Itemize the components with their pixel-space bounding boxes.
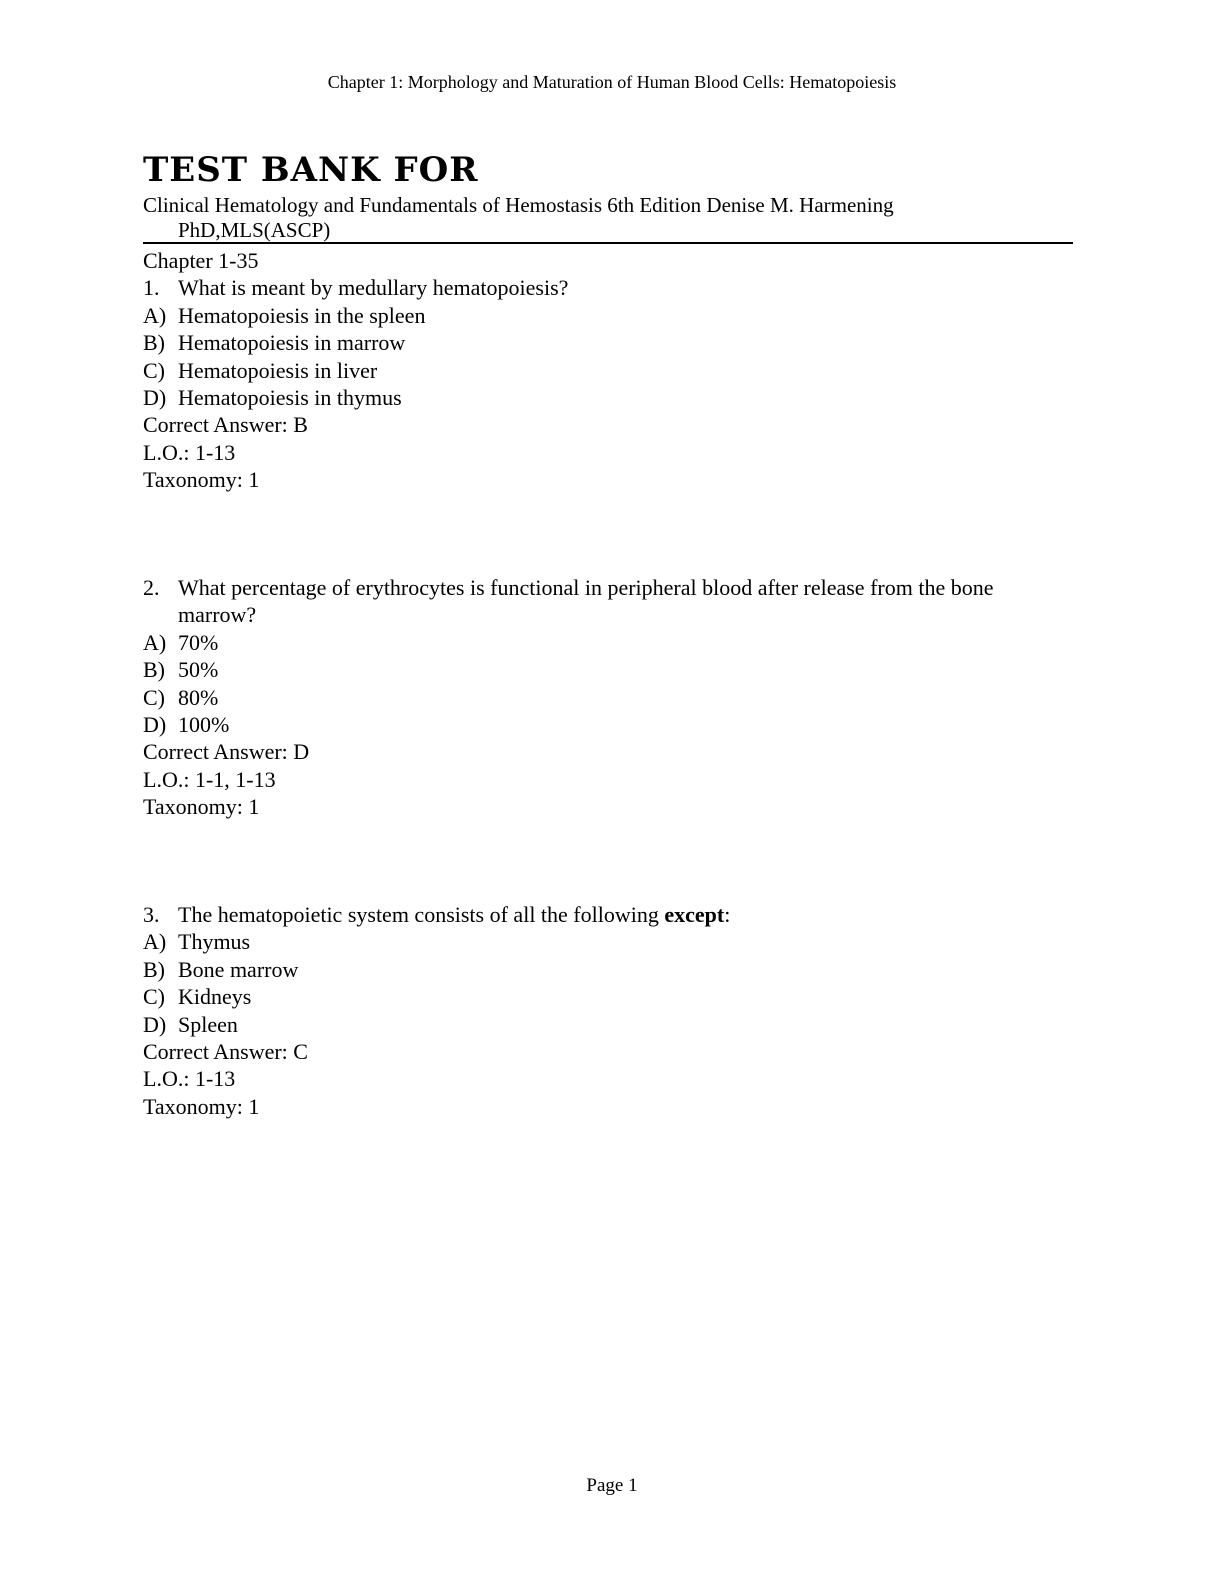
option-letter: B) xyxy=(143,956,165,982)
learning-objective: L.O.: 1-1, 1-13 xyxy=(143,766,276,792)
option-letter: B) xyxy=(143,330,165,356)
correct-answer: Correct Answer: B xyxy=(143,412,308,438)
option-c xyxy=(143,684,1073,711)
option-text: Hematopoiesis in marrow xyxy=(178,330,406,356)
option-text: Hematopoiesis in the spleen xyxy=(178,302,426,328)
question-text-end: : xyxy=(724,902,731,927)
option-text: 70% xyxy=(178,629,219,655)
document-title: TEST BANK FOR xyxy=(143,150,479,190)
emphasis-except: except xyxy=(664,902,725,927)
option-c xyxy=(143,983,1073,1010)
option-d xyxy=(143,711,1073,738)
option-letter: A) xyxy=(143,629,167,655)
option-a xyxy=(143,928,1073,955)
option-text: 80% xyxy=(178,684,219,710)
taxonomy: Taxonomy: 1 xyxy=(143,467,260,493)
option-d xyxy=(143,1011,1073,1038)
taxonomy: Taxonomy: 1 xyxy=(143,794,260,820)
question-block-2 xyxy=(143,574,1073,821)
question-2-stem xyxy=(143,574,1073,629)
page-number: Page 1 xyxy=(586,1475,638,1496)
option-letter: C) xyxy=(143,357,165,383)
option-letter: A) xyxy=(143,302,167,328)
option-text: Spleen xyxy=(178,1011,238,1037)
option-text: 100% xyxy=(178,712,230,738)
page-header: Chapter 1: Morphology and Maturation of Human Blood Cells: Hematopoiesis xyxy=(327,72,897,92)
option-letter: D) xyxy=(143,385,167,411)
title-divider xyxy=(143,242,1073,244)
learning-objective: L.O.: 1-13 xyxy=(143,439,236,465)
option-d xyxy=(143,384,1073,411)
question-text-start: The hematopoietic system consists of all the following xyxy=(178,902,665,927)
question-number: 1. xyxy=(143,275,160,301)
option-c xyxy=(143,357,1073,384)
correct-answer: Correct Answer: C xyxy=(143,1039,308,1065)
option-text: Kidneys xyxy=(178,984,252,1010)
option-letter: D) xyxy=(143,1011,167,1037)
option-letter: B) xyxy=(143,657,165,683)
question-block-1 xyxy=(143,247,1073,494)
book-subtitle xyxy=(143,193,1073,243)
chapter-range: Chapter 1-35 xyxy=(143,248,259,273)
option-a xyxy=(143,302,1073,329)
option-b xyxy=(143,956,1073,983)
option-text: Bone marrow xyxy=(178,956,299,982)
question-3-stem xyxy=(143,901,1073,928)
option-text: Thymus xyxy=(178,929,251,955)
correct-answer: Correct Answer: D xyxy=(143,739,310,765)
option-b xyxy=(143,656,1073,683)
taxonomy: Taxonomy: 1 xyxy=(143,1093,260,1119)
subtitle-line-2: PhD,MLS(ASCP) xyxy=(178,218,331,242)
question-number: 3. xyxy=(143,902,160,927)
option-a xyxy=(143,629,1073,656)
question-text: What is meant by medullary hematopoiesis? xyxy=(178,275,569,301)
question-1-stem xyxy=(143,274,1073,301)
question-text xyxy=(178,901,730,928)
learning-objective: L.O.: 1-13 xyxy=(143,1066,236,1092)
option-text: Hematopoiesis in liver xyxy=(178,357,378,383)
option-letter: A) xyxy=(143,929,167,955)
option-text: 50% xyxy=(178,657,219,683)
option-letter: C) xyxy=(143,684,165,710)
option-letter: D) xyxy=(143,712,167,738)
question-number: 2. xyxy=(143,575,160,600)
option-b xyxy=(143,329,1073,356)
option-text: Hematopoiesis in thymus xyxy=(178,385,402,411)
question-text: What percentage of erythrocytes is functional in peripheral blood after release from the bone marrow? xyxy=(178,575,994,628)
option-letter: C) xyxy=(143,984,165,1010)
question-block-3 xyxy=(143,901,1073,1120)
subtitle-line-1: Clinical Hematology and Fundamentals of Hemostasis 6th Edition Denise M. Harmening xyxy=(143,193,894,217)
